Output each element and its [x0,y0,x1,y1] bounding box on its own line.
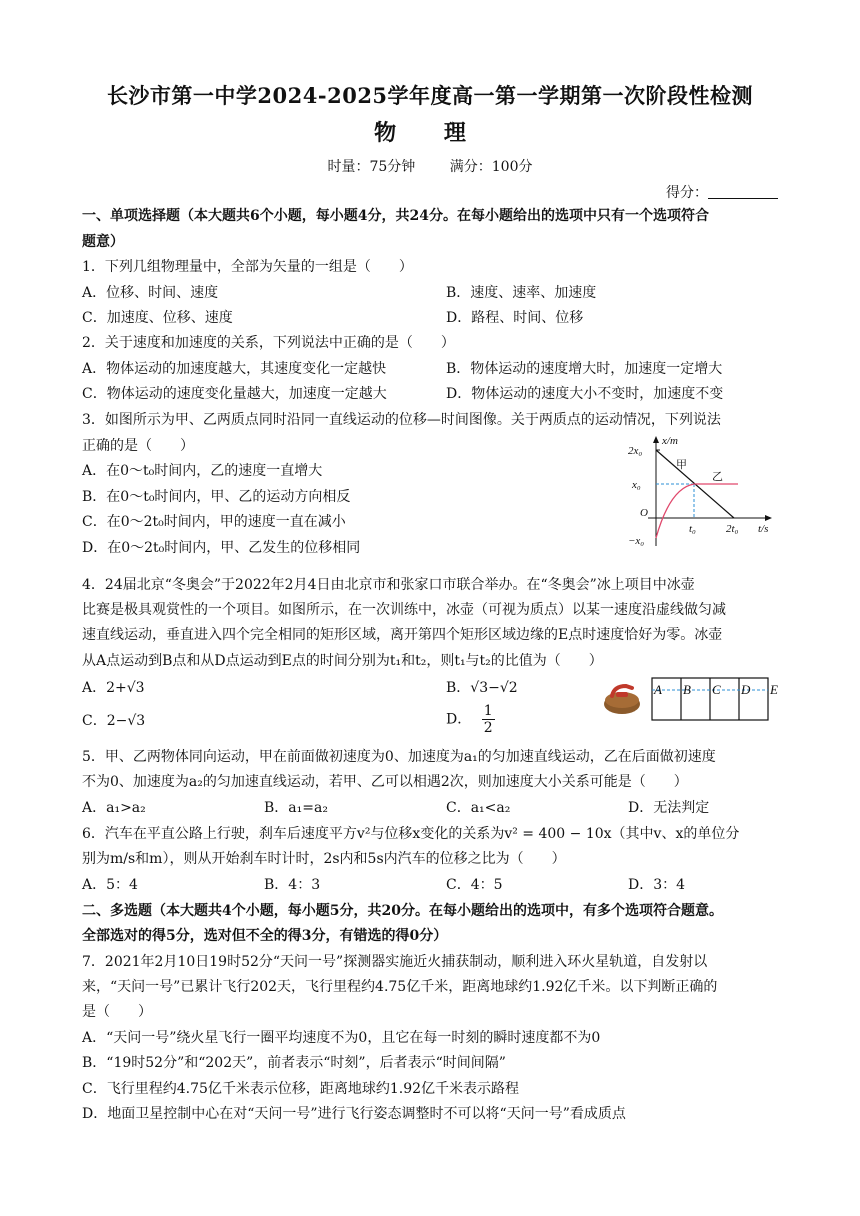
q4-stem-line4: 从A点运动到B点和从D点运动到E点的时间分别为t₁和t₂，则t₁与t₂的比值为（ ） [82,653,603,669]
x-axis-arrow [765,515,772,521]
point-e: E [770,682,778,697]
q7-option-d: D．地面卫星控制中心在对“天问一号”进行飞行姿态调整时不可以将“天问一号”看成质点 [82,1106,626,1122]
q5-option-b: B．a₁=a₂ [264,800,328,816]
q6-option-b: B．4：3 [264,877,321,893]
q2-option-d: D．物体运动的速度大小不变时，加速度不变 [446,386,724,402]
q5-stem-line2: 不为0、加速度为a₂的匀加速直线运动，若甲、乙可以相遇2次，则加速度大小关系可能是（ ） [82,774,688,790]
fraction-denominator: 2 [483,720,493,736]
q4-option-d-label: D． [446,711,472,728]
score-blank [708,184,778,199]
q3-xt-graph [626,434,776,552]
q1-option-b: B．速度、速率、加速度 [446,285,597,301]
q5-option-c: C．a₁<a₂ [446,800,511,816]
section2-heading-cont: 全部选对的得5分，选对但不全的得3分，有错选的得0分） [82,928,448,944]
label-t0: t₀ [689,523,696,535]
q6-stem-line1: 6．汽车在平直公路上行驶，刹车后速度平方v²与位移x变化的关系为v² = 400 − 10x（其中v、x的单位分 [82,826,740,842]
score-label: 得分： [666,185,708,201]
q4-stem-line3: 速直线运动，垂直进入四个完全相同的矩形区域，离开第四个矩形区域边缘的E点时速度恰好为零。冰壶 [82,627,723,643]
q4-stem-line2: 比赛是极具观赏性的一个项目。如图所示，在一次训练中，冰壶（可视为质点）以某一速度沿虚线做匀减 [82,602,726,618]
y-axis-label: x/m [662,435,678,447]
score-field [666,182,778,202]
x-axis-label: t/s [758,523,769,535]
q4-stem-line1: 4．24届北京“冬奥会”于2022年2月4日由北京市和张家口市联合举办。在“冬奥会”冰上项目中冰壶 [82,577,695,593]
point-d: D [741,682,751,697]
q6-stem-line2: 别为m/s和m），则从开始刹车时计时，2s内和5s内汽车的位移之比为（ ） [82,851,566,867]
q7-stem-line1: 7．2021年2月10日19时52分“天问一号”探测器实施近火捕获制动，顺利进入环火星轨道，自发射以 [82,954,708,970]
point-a: A [654,682,662,697]
q2-option-b: B．物体运动的速度增大时，加速度一定增大 [446,361,723,377]
q6-option-a: A．5：4 [82,877,138,893]
q4-option-b: B．√3−√2 [446,680,518,696]
q1-option-c: C．加速度、位移、速度 [82,310,233,326]
label-x0: x₀ [632,479,641,491]
label-jia: 甲 [676,458,687,471]
q7-option-c: C．飞行里程约4.75亿千米表示位移，距离地球约1.92亿千米表示路程 [82,1081,520,1097]
curling-diagram [600,670,780,726]
label-origin: O [640,507,648,519]
q3-stem: 3．如图所示为甲、乙两质点同时沿同一直线运动的位移—时间图像。关于两质点的运动情况，下列说法 [82,412,721,428]
point-b: B [683,682,691,697]
q1-option-d: D．路程、时间、位移 [446,310,584,326]
q6-option-c: C．4：5 [446,877,503,893]
q1-stem: 1．下列几组物理量中，全部为矢量的一组是（ ） [82,259,413,275]
fraction-numerator: 1 [483,703,493,719]
q6-option-d: D．3：4 [628,877,686,893]
q7-stem-line2: 来，“天问一号”已累计飞行202天，飞行里程约4.75亿千米，距离地球约1.92亿千米。以下判断正确的 [82,979,718,995]
q3-option-c: C．在0～2t₀时间内，甲的速度一直在减小 [82,514,346,530]
label-yi: 乙 [712,470,723,483]
q2-option-c: C．物体运动的速度变化量越大，加速度一定越大 [82,386,387,402]
label-neg-x0: −x₀ [628,535,645,547]
exam-duration: 时量：75分钟 [327,159,416,175]
q3-option-a: A．在0～t₀时间内，乙的速度一直增大 [82,463,323,479]
q7-stem-line3: 是（ ） [82,1004,152,1020]
q4-option-d [446,703,495,736]
section1-heading-cont: 题意） [82,234,124,250]
section1-heading: 一、单项选择题（本大题共6个小题，每小题4分，共24分。在每小题给出的选项中只有一个选项符合 [82,208,709,224]
q7-option-b: B．“19时52分”和“202天”，前者表示“时刻”，后者表示“时间间隔” [82,1055,506,1071]
exam-title: 长沙市第一中学2024-2025学年度高一第一学期第一次阶段性检测 [106,83,754,108]
label-2t0: 2t₀ [726,523,739,535]
q5-option-d: D．无法判定 [628,800,710,816]
q4-option-d-fraction [482,703,495,736]
q3-option-d: D．在0～2t₀时间内，甲、乙发生的位移相同 [82,540,361,556]
q4-option-c: C．2−√3 [82,713,146,729]
q5-option-a: A．a₁>a₂ [82,800,146,816]
exam-meta [0,156,860,176]
q5-stem-line1: 5．甲、乙两物体同向运动，甲在前面做初速度为0、加速度为a₁的匀加速直线运动，乙在后面做初速度 [82,749,716,765]
section2-heading: 二、多选题（本大题共4个小题，每小题5分，共20分。在每小题给出的选项中，有多个选项符合题意。 [82,903,723,919]
q4-option-a: A．2+√3 [82,680,145,696]
q7-option-a: A．“天问一号”绕火星飞行一圈平均速度不为0，且它在每一时刻的瞬时速度都不为0 [82,1030,601,1046]
q1-option-a: A．位移、时间、速度 [82,285,219,301]
q3-option-b: B．在0～t₀时间内，甲、乙的运动方向相反 [82,489,351,505]
exam-full-score: 满分：100分 [449,159,533,175]
point-c: C [712,682,721,697]
y-axis-arrow [653,436,659,443]
subject-title: 物 理 [374,120,486,146]
curling-stone-icon [604,686,640,714]
q2-option-a: A．物体运动的加速度越大，其速度变化一定越快 [82,361,387,377]
label-2x0: 2x₀ [628,445,643,457]
q2-stem: 2．关于速度和加速度的关系，下列说法中正确的是（ ） [82,335,455,351]
q3-stem-cont: 正确的是（ ） [82,438,194,454]
